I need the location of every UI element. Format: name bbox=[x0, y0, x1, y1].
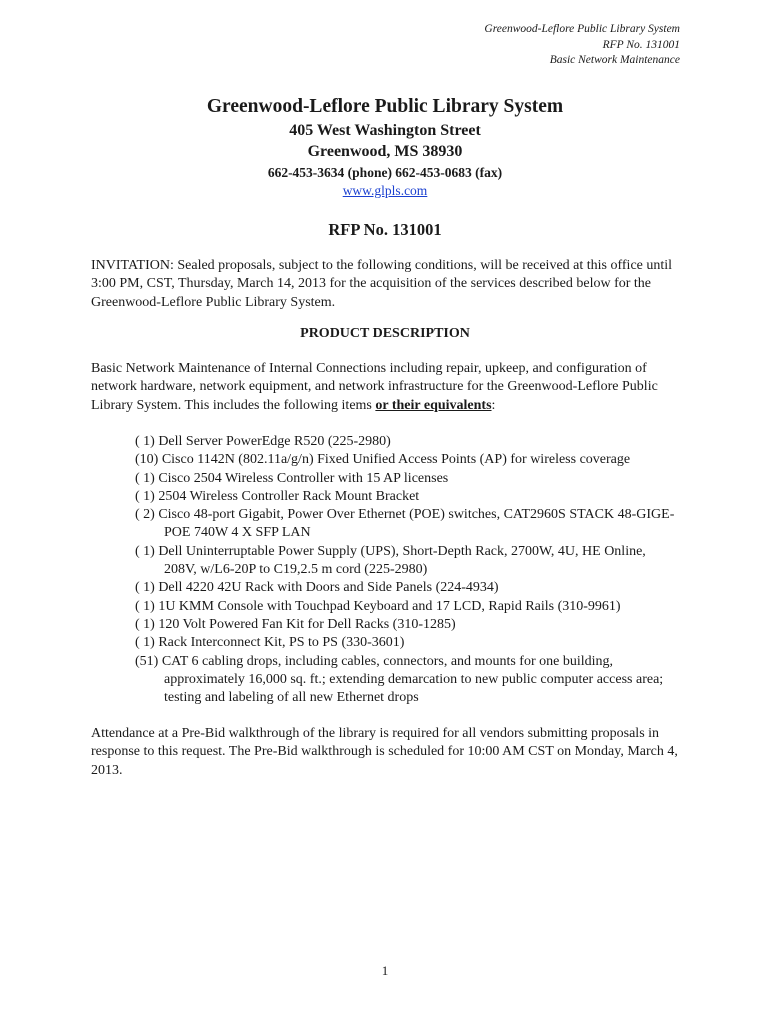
list-item: ( 1) Cisco 2504 Wireless Controller with 15 AP licenses bbox=[135, 470, 449, 486]
item-list bbox=[135, 433, 680, 707]
list-item: ( 1) 120 Volt Powered Fan Kit for Dell Racks (310-1285) bbox=[135, 616, 456, 632]
invitation-paragraph: INVITATION: Sealed proposals, subject to the following conditions, will be received at this office until 3:00 PM, CST, Thursday, March 14, 2013 for the acquisition of the services described below for the Greenwood-Leflore Public Library System. bbox=[91, 258, 673, 310]
header-subject-line: Basic Network Maintenance bbox=[549, 54, 680, 66]
organization-name: Greenwood-Leflore Public Library System bbox=[206, 96, 564, 117]
equivalents-emphasis: or their equivalents bbox=[375, 397, 492, 413]
list-item: ( 2) Cisco 48-port Gigabit, Power Over Ethernet (POE) switches, CAT2960S STACK 48-GIGE-POE 740W 4 X SFP LAN bbox=[135, 507, 675, 541]
product-description-heading: PRODUCT DESCRIPTION bbox=[300, 326, 470, 341]
city-state-zip: Greenwood, MS 38930 bbox=[307, 143, 463, 160]
list-item: ( 1) Dell Server PowerEdge R520 (225-2980) bbox=[135, 434, 391, 449]
website-link[interactable]: www.glpls.com bbox=[342, 183, 428, 198]
title-block bbox=[0, 94, 770, 200]
list-item: (10) Cisco 1142N (802.11a/g/n) Fixed Unified Access Points (AP) for wireless coverage bbox=[135, 452, 631, 468]
header-rfp-line: RFP No. 131001 bbox=[602, 38, 680, 51]
list-item: ( 1) Dell Uninterruptable Power Supply (UPS), Short-Depth Rack, 2700W, 4U, HE Online, 208V, w/L6-20P to C19,2.5 m cord (225-2980) bbox=[135, 543, 646, 578]
description-text: Basic Network Maintenance of Internal Connections including repair, upkeep, and configuration of network hardware, network equipment, and network infrastructure for the Greenwood-Leflore Public Library System. This includes the following items bbox=[91, 361, 658, 413]
rfp-title: RFP No. 131001 bbox=[328, 220, 442, 239]
header-org-line: Greenwood-Leflore Public Library System bbox=[484, 23, 680, 35]
attendance-paragraph: Attendance at a Pre-Bid walkthrough of the library is required for all vendors submitting proposals in response to this request. The Pre-Bid walkthrough is scheduled for 10:00 AM CST on Monday, March 4, 2013. bbox=[91, 726, 678, 778]
description-paragraph bbox=[91, 360, 681, 415]
list-item: ( 1) Dell 4220 42U Rack with Doors and Side Panels (224-4934) bbox=[135, 580, 499, 596]
list-item: ( 1) 2504 Wireless Controller Rack Mount Bracket bbox=[135, 488, 420, 504]
running-header bbox=[484, 22, 680, 69]
description-suffix: : bbox=[491, 397, 496, 413]
list-item: (51) CAT 6 cabling drops, including cables, connectors, and mounts for one building, approximately 16,000 sq. ft.; extending demarcation to new public computer access area; testing and labeling of all new Ethernet drops bbox=[135, 653, 664, 706]
phone-fax: 662-453-3634 (phone) 662-453-0683 (fax) bbox=[267, 165, 503, 180]
list-item: ( 1) Rack Interconnect Kit, PS to PS (330-3601) bbox=[135, 635, 405, 651]
page-number: 1 bbox=[381, 963, 389, 978]
street-address: 405 West Washington Street bbox=[289, 122, 481, 139]
list-item: ( 1) 1U KMM Console with Touchpad Keyboard and 17 LCD, Rapid Rails (310-9961) bbox=[135, 598, 621, 614]
